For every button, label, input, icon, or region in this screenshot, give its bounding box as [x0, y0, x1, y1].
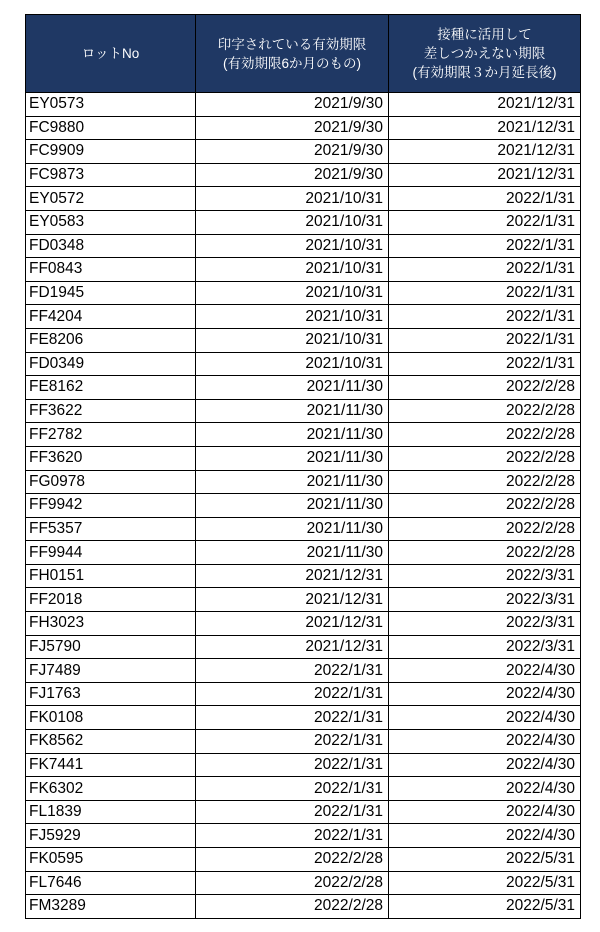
table-row	[26, 824, 581, 848]
cell-printed-expiry: 2022/1/31	[196, 706, 389, 730]
cell-printed-expiry: 2022/1/31	[196, 824, 389, 848]
table-row	[26, 517, 581, 541]
cell-lot-number: FJ5929	[26, 824, 196, 848]
table-row	[26, 777, 581, 801]
header-line: 差しつかえない期限	[423, 46, 546, 61]
table-row	[26, 446, 581, 470]
cell-extended-expiry: 2022/1/31	[389, 305, 581, 329]
table-body	[26, 93, 581, 919]
cell-lot-number: FL7646	[26, 871, 196, 895]
cell-lot-number: FL1839	[26, 800, 196, 824]
table-row	[26, 848, 581, 872]
table-row	[26, 871, 581, 895]
cell-printed-expiry: 2021/10/31	[196, 281, 389, 305]
table-row	[26, 753, 581, 777]
cell-lot-number: FH3023	[26, 612, 196, 636]
cell-lot-number: FC9873	[26, 163, 196, 187]
cell-extended-expiry: 2022/4/30	[389, 659, 581, 683]
table-row	[26, 352, 581, 376]
table-row	[26, 895, 581, 919]
cell-lot-number: FK7441	[26, 753, 196, 777]
table-row	[26, 187, 581, 211]
cell-extended-expiry: 2022/1/31	[389, 187, 581, 211]
cell-lot-number: FG0978	[26, 470, 196, 494]
cell-printed-expiry: 2021/9/30	[196, 140, 389, 164]
header-line: 接種に活用して	[437, 27, 532, 42]
cell-extended-expiry: 2022/1/31	[389, 258, 581, 282]
cell-printed-expiry: 2021/12/31	[196, 612, 389, 636]
cell-lot-number: FF3622	[26, 399, 196, 423]
cell-lot-number: FF2018	[26, 588, 196, 612]
cell-extended-expiry: 2021/12/31	[389, 140, 581, 164]
cell-lot-number: FF2782	[26, 423, 196, 447]
cell-printed-expiry: 2021/12/31	[196, 588, 389, 612]
cell-extended-expiry: 2022/4/30	[389, 682, 581, 706]
cell-printed-expiry: 2021/11/30	[196, 423, 389, 447]
cell-printed-expiry: 2021/11/30	[196, 494, 389, 518]
table-row	[26, 140, 581, 164]
cell-printed-expiry: 2021/11/30	[196, 376, 389, 400]
cell-extended-expiry: 2022/2/28	[389, 446, 581, 470]
cell-printed-expiry: 2022/1/31	[196, 659, 389, 683]
cell-printed-expiry: 2021/10/31	[196, 187, 389, 211]
cell-extended-expiry: 2022/2/28	[389, 423, 581, 447]
cell-printed-expiry: 2022/1/31	[196, 730, 389, 754]
cell-extended-expiry: 2022/2/28	[389, 376, 581, 400]
cell-lot-number: FF9942	[26, 494, 196, 518]
cell-printed-expiry: 2022/2/28	[196, 871, 389, 895]
table-row	[26, 258, 581, 282]
cell-extended-expiry: 2022/4/30	[389, 706, 581, 730]
table-row	[26, 730, 581, 754]
cell-extended-expiry: 2022/1/31	[389, 281, 581, 305]
cell-printed-expiry: 2021/11/30	[196, 399, 389, 423]
cell-extended-expiry: 2022/1/31	[389, 210, 581, 234]
cell-lot-number: FC9880	[26, 116, 196, 140]
cell-extended-expiry: 2022/2/28	[389, 399, 581, 423]
lot-expiry-table	[25, 14, 581, 919]
cell-lot-number: FK0595	[26, 848, 196, 872]
cell-extended-expiry: 2022/5/31	[389, 848, 581, 872]
cell-printed-expiry: 2021/9/30	[196, 163, 389, 187]
table-row	[26, 423, 581, 447]
cell-extended-expiry: 2022/2/28	[389, 517, 581, 541]
cell-printed-expiry: 2022/1/31	[196, 800, 389, 824]
cell-printed-expiry: 2021/10/31	[196, 234, 389, 258]
cell-printed-expiry: 2021/11/30	[196, 517, 389, 541]
cell-printed-expiry: 2021/10/31	[196, 305, 389, 329]
cell-printed-expiry: 2021/9/30	[196, 116, 389, 140]
cell-extended-expiry: 2022/3/31	[389, 588, 581, 612]
cell-extended-expiry: 2022/1/31	[389, 352, 581, 376]
cell-printed-expiry: 2022/1/31	[196, 753, 389, 777]
cell-extended-expiry: 2022/3/31	[389, 564, 581, 588]
header-line: (有効期限6か月のもの)	[223, 55, 361, 71]
cell-printed-expiry: 2021/10/31	[196, 258, 389, 282]
table-row	[26, 541, 581, 565]
cell-extended-expiry: 2022/2/28	[389, 494, 581, 518]
table-row	[26, 635, 581, 659]
table-row	[26, 659, 581, 683]
cell-printed-expiry: 2021/9/30	[196, 93, 389, 117]
cell-printed-expiry: 2021/12/31	[196, 564, 389, 588]
cell-lot-number: FK0108	[26, 706, 196, 730]
cell-printed-expiry: 2021/11/30	[196, 470, 389, 494]
cell-lot-number: FD1945	[26, 281, 196, 305]
cell-lot-number: FH0151	[26, 564, 196, 588]
cell-lot-number: FF0843	[26, 258, 196, 282]
cell-printed-expiry: 2021/10/31	[196, 210, 389, 234]
table-row	[26, 800, 581, 824]
table-row	[26, 470, 581, 494]
cell-printed-expiry: 2022/1/31	[196, 682, 389, 706]
table-row	[26, 234, 581, 258]
cell-extended-expiry: 2022/1/31	[389, 234, 581, 258]
table-row	[26, 116, 581, 140]
table-row	[26, 612, 581, 636]
table-row	[26, 376, 581, 400]
cell-lot-number: FM3289	[26, 895, 196, 919]
table-row	[26, 588, 581, 612]
cell-printed-expiry: 2021/11/30	[196, 541, 389, 565]
cell-lot-number: EY0572	[26, 187, 196, 211]
cell-lot-number: FE8162	[26, 376, 196, 400]
cell-lot-number: FF9944	[26, 541, 196, 565]
cell-extended-expiry: 2022/3/31	[389, 635, 581, 659]
table-row	[26, 494, 581, 518]
cell-lot-number: FD0349	[26, 352, 196, 376]
cell-extended-expiry: 2022/4/30	[389, 753, 581, 777]
cell-lot-number: EY0573	[26, 93, 196, 117]
cell-lot-number: FF5357	[26, 517, 196, 541]
table-row	[26, 564, 581, 588]
cell-extended-expiry: 2022/4/30	[389, 824, 581, 848]
cell-extended-expiry: 2022/5/31	[389, 871, 581, 895]
cell-extended-expiry: 2021/12/31	[389, 93, 581, 117]
header-line: ロットNo	[81, 46, 140, 61]
cell-extended-expiry: 2022/2/28	[389, 541, 581, 565]
table-row	[26, 682, 581, 706]
cell-lot-number: FK6302	[26, 777, 196, 801]
cell-printed-expiry: 2022/2/28	[196, 848, 389, 872]
table-row	[26, 305, 581, 329]
cell-printed-expiry: 2022/1/31	[196, 777, 389, 801]
cell-extended-expiry: 2022/4/30	[389, 730, 581, 754]
header-row	[26, 15, 581, 93]
cell-extended-expiry: 2022/2/28	[389, 470, 581, 494]
cell-lot-number: FJ5790	[26, 635, 196, 659]
header-lot-number	[26, 15, 196, 93]
table-row	[26, 163, 581, 187]
cell-lot-number: FC9909	[26, 140, 196, 164]
cell-printed-expiry: 2021/10/31	[196, 352, 389, 376]
cell-lot-number: FF4204	[26, 305, 196, 329]
cell-lot-number: FJ7489	[26, 659, 196, 683]
table-row	[26, 281, 581, 305]
cell-extended-expiry: 2021/12/31	[389, 116, 581, 140]
cell-lot-number: FE8206	[26, 328, 196, 352]
cell-printed-expiry: 2021/11/30	[196, 446, 389, 470]
table-row	[26, 328, 581, 352]
cell-lot-number: FD0348	[26, 234, 196, 258]
header-extended-expiry	[389, 15, 581, 93]
cell-extended-expiry: 2022/4/30	[389, 777, 581, 801]
cell-printed-expiry: 2022/2/28	[196, 895, 389, 919]
table-row	[26, 706, 581, 730]
header-line: (有効期限３か月延長後)	[412, 65, 557, 80]
cell-extended-expiry: 2022/4/30	[389, 800, 581, 824]
header-printed-expiry	[196, 15, 389, 93]
cell-lot-number: FK8562	[26, 730, 196, 754]
cell-extended-expiry: 2021/12/31	[389, 163, 581, 187]
cell-extended-expiry: 2022/1/31	[389, 328, 581, 352]
cell-extended-expiry: 2022/3/31	[389, 612, 581, 636]
table-row	[26, 93, 581, 117]
cell-printed-expiry: 2021/12/31	[196, 635, 389, 659]
cell-lot-number: FF3620	[26, 446, 196, 470]
cell-printed-expiry: 2021/10/31	[196, 328, 389, 352]
cell-extended-expiry: 2022/5/31	[389, 895, 581, 919]
table-row	[26, 210, 581, 234]
table-row	[26, 399, 581, 423]
cell-lot-number: EY0583	[26, 210, 196, 234]
header-line: 印字されている有効期限	[217, 36, 367, 52]
cell-lot-number: FJ1763	[26, 682, 196, 706]
